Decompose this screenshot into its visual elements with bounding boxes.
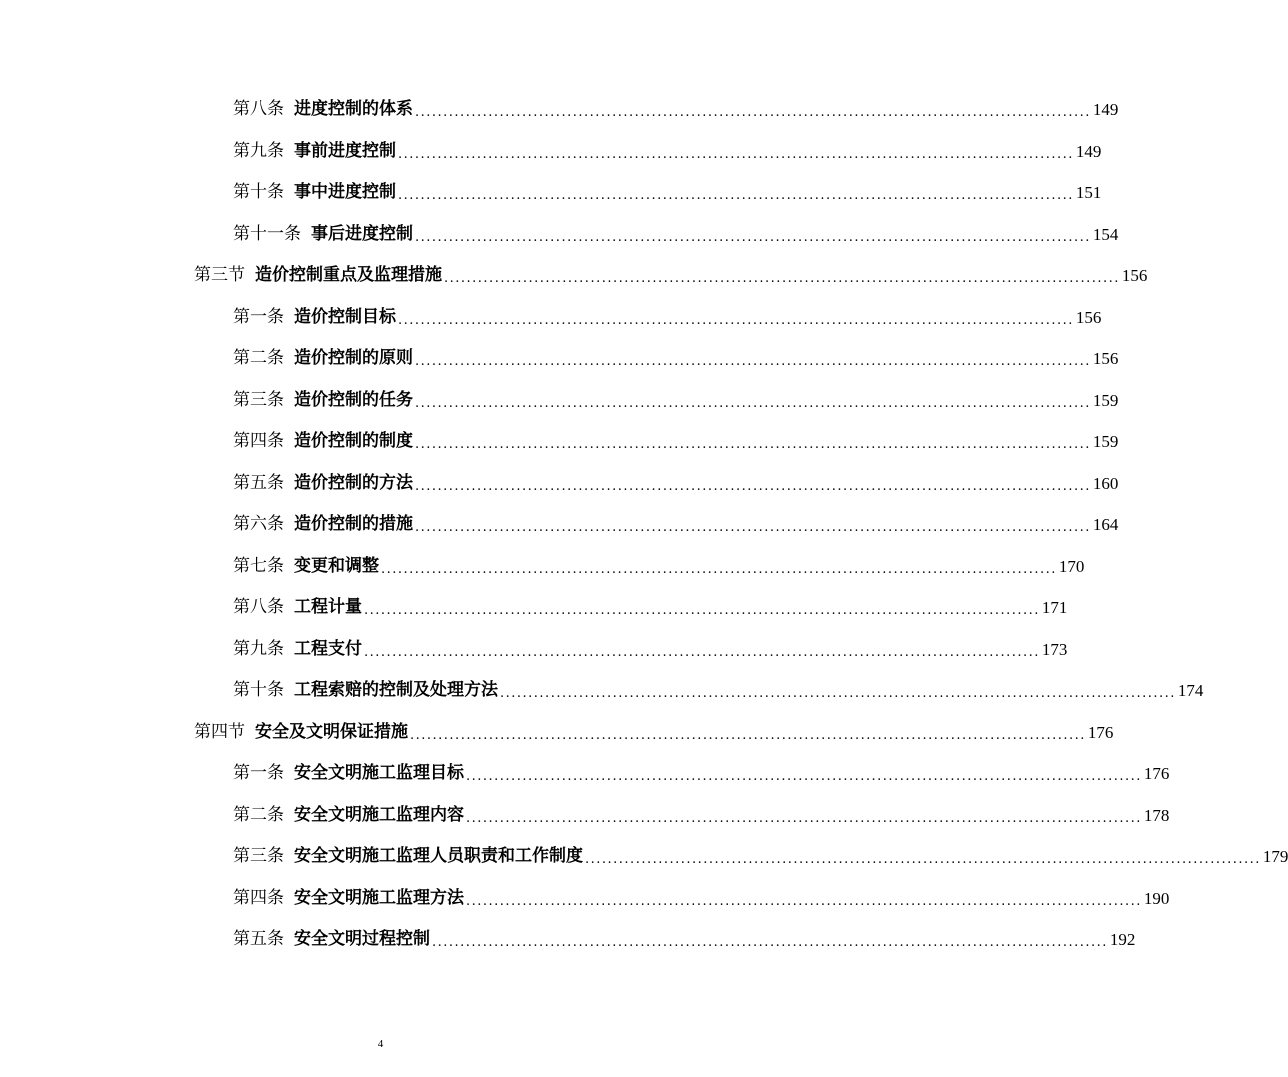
toc-dot-leader: ........................................................................................................................ [585,852,1261,868]
toc-entry-number: 第七条 [233,555,284,576]
toc-entry-number: 第四节 [194,721,245,742]
toc-entry-title: 事前进度控制 [294,140,396,161]
toc-entry-title: 工程计量 [294,597,362,618]
toc-entry-title: 造价控制的原则 [294,348,413,369]
toc-entry-title: 事后进度控制 [311,223,413,244]
toc-entry-title: 安全文明施工监理方法 [294,887,464,908]
toc-entry-page: 159 [1092,432,1119,452]
toc-entry-number: 第二条 [233,348,284,369]
toc-dot-leader: ........................................................................................................................ [415,520,1091,536]
toc-entry-title: 安全文明施工监理人员职责和工作制度 [294,846,583,867]
toc-entry-title: 造价控制重点及监理措施 [255,265,442,286]
toc-dot-leader: ........................................................................................................................ [364,644,1040,660]
toc-entry[interactable] [233,587,1068,629]
toc-entry-number: 第一条 [233,306,284,327]
toc-entry-number: 第九条 [233,140,284,161]
toc-dot-leader: ........................................................................................................................ [398,188,1074,204]
toc-dot-leader: ........................................................................................................................ [415,229,1091,245]
toc-entry-title: 安全文明施工监理目标 [294,763,464,784]
toc-entry[interactable] [233,878,1170,920]
toc-entry-page: 176 [1087,722,1114,742]
toc-entry-page: 190 [1143,888,1170,908]
toc-entry-number: 第八条 [233,597,284,618]
toc-entry-number: 第十条 [233,182,284,203]
toc-entry-title: 造价控制的措施 [294,514,413,535]
toc-entry-number: 第三条 [233,846,284,867]
toc-entry[interactable] [233,629,1068,671]
toc-entry-number: 第九条 [233,638,284,659]
toc-entry-title: 造价控制的方法 [294,472,413,493]
toc-dot-leader: ........................................................................................................................ [444,271,1120,287]
toc-dot-leader: ........................................................................................................................ [466,810,1142,826]
toc-entry-page: 179 [1262,847,1288,867]
page-number: 4 [377,1038,384,1050]
toc-entry-number: 第四条 [233,431,284,452]
toc-entry-page: 170 [1058,556,1085,576]
toc-entry-page: 156 [1121,266,1148,286]
toc-entry-page: 154 [1092,224,1119,244]
toc-entry-page: 178 [1143,805,1170,825]
toc-entry-title: 工程索赔的控制及处理方法 [294,680,498,701]
toc-entry-number: 第十一条 [233,223,301,244]
table-of-contents [0,89,1288,961]
toc-entry-page: 160 [1092,473,1119,493]
toc-entry[interactable] [233,504,1119,546]
toc-entry-title: 造价控制目标 [294,306,396,327]
toc-entry-title: 安全文明过程控制 [294,929,430,950]
toc-entry-number: 第三节 [194,265,245,286]
toc-entry-title: 安全及文明保证措施 [255,721,408,742]
toc-entry[interactable] [233,463,1119,505]
toc-dot-leader: ........................................................................................................................ [415,395,1091,411]
toc-section-entry[interactable] [194,712,1114,754]
toc-entry-page: 171 [1041,598,1068,618]
toc-dot-leader: ........................................................................................................................ [398,146,1074,162]
toc-dot-leader: ........................................................................................................................ [415,437,1091,453]
toc-entry[interactable] [233,753,1170,795]
toc-dot-leader: ........................................................................................................................ [415,478,1091,494]
toc-entry[interactable] [233,421,1119,463]
toc-entry-page: 192 [1109,930,1136,950]
toc-entry-number: 第六条 [233,514,284,535]
toc-entry-page: 173 [1041,639,1068,659]
toc-entry-page: 149 [1075,141,1102,161]
toc-dot-leader: ........................................................................................................................ [398,312,1074,328]
toc-dot-leader: ........................................................................................................................ [432,935,1108,951]
toc-entry[interactable] [233,670,1204,712]
toc-entry-title: 事中进度控制 [294,182,396,203]
toc-dot-leader: ........................................................................................................................ [415,105,1091,121]
toc-entry-number: 第五条 [233,929,284,950]
toc-entry[interactable] [233,89,1119,131]
toc-entry[interactable] [233,214,1119,256]
toc-dot-leader: ........................................................................................................................ [410,727,1086,743]
toc-entry[interactable] [233,919,1136,961]
toc-entry[interactable] [233,172,1102,214]
toc-dot-leader: ........................................................................................................................ [500,686,1176,702]
toc-entry-title: 造价控制的任务 [294,389,413,410]
toc-entry[interactable] [233,795,1170,837]
toc-dot-leader: ........................................................................................................................ [415,354,1091,370]
toc-entry[interactable] [233,297,1102,339]
toc-entry-number: 第二条 [233,804,284,825]
toc-entry-page: 164 [1092,515,1119,535]
toc-entry-title: 安全文明施工监理内容 [294,804,464,825]
toc-dot-leader: ........................................................................................................................ [381,561,1057,577]
toc-section-entry[interactable] [194,255,1148,297]
toc-entry[interactable] [233,546,1085,588]
toc-entry-number: 第五条 [233,472,284,493]
toc-entry[interactable] [233,380,1119,422]
toc-entry-page: 156 [1075,307,1102,327]
toc-entry-title: 造价控制的制度 [294,431,413,452]
toc-entry-number: 第一条 [233,763,284,784]
toc-dot-leader: ........................................................................................................................ [364,603,1040,619]
toc-entry-page: 176 [1143,764,1170,784]
toc-entry-page: 156 [1092,349,1119,369]
toc-entry-number: 第八条 [233,99,284,120]
toc-entry-number: 第四条 [233,887,284,908]
toc-entry[interactable] [233,338,1119,380]
toc-entry-title: 变更和调整 [294,555,379,576]
toc-entry[interactable] [233,131,1102,173]
toc-entry-page: 159 [1092,390,1119,410]
toc-dot-leader: ........................................................................................................................ [466,893,1142,909]
toc-entry-number: 第十条 [233,680,284,701]
toc-entry-title: 工程支付 [294,638,362,659]
toc-entry-page: 149 [1092,100,1119,120]
toc-entry-page: 174 [1177,681,1204,701]
toc-entry-page: 151 [1075,183,1102,203]
toc-dot-leader: ........................................................................................................................ [466,769,1142,785]
toc-entry[interactable] [233,836,1288,878]
toc-entry-title: 进度控制的体系 [294,99,413,120]
toc-entry-number: 第三条 [233,389,284,410]
